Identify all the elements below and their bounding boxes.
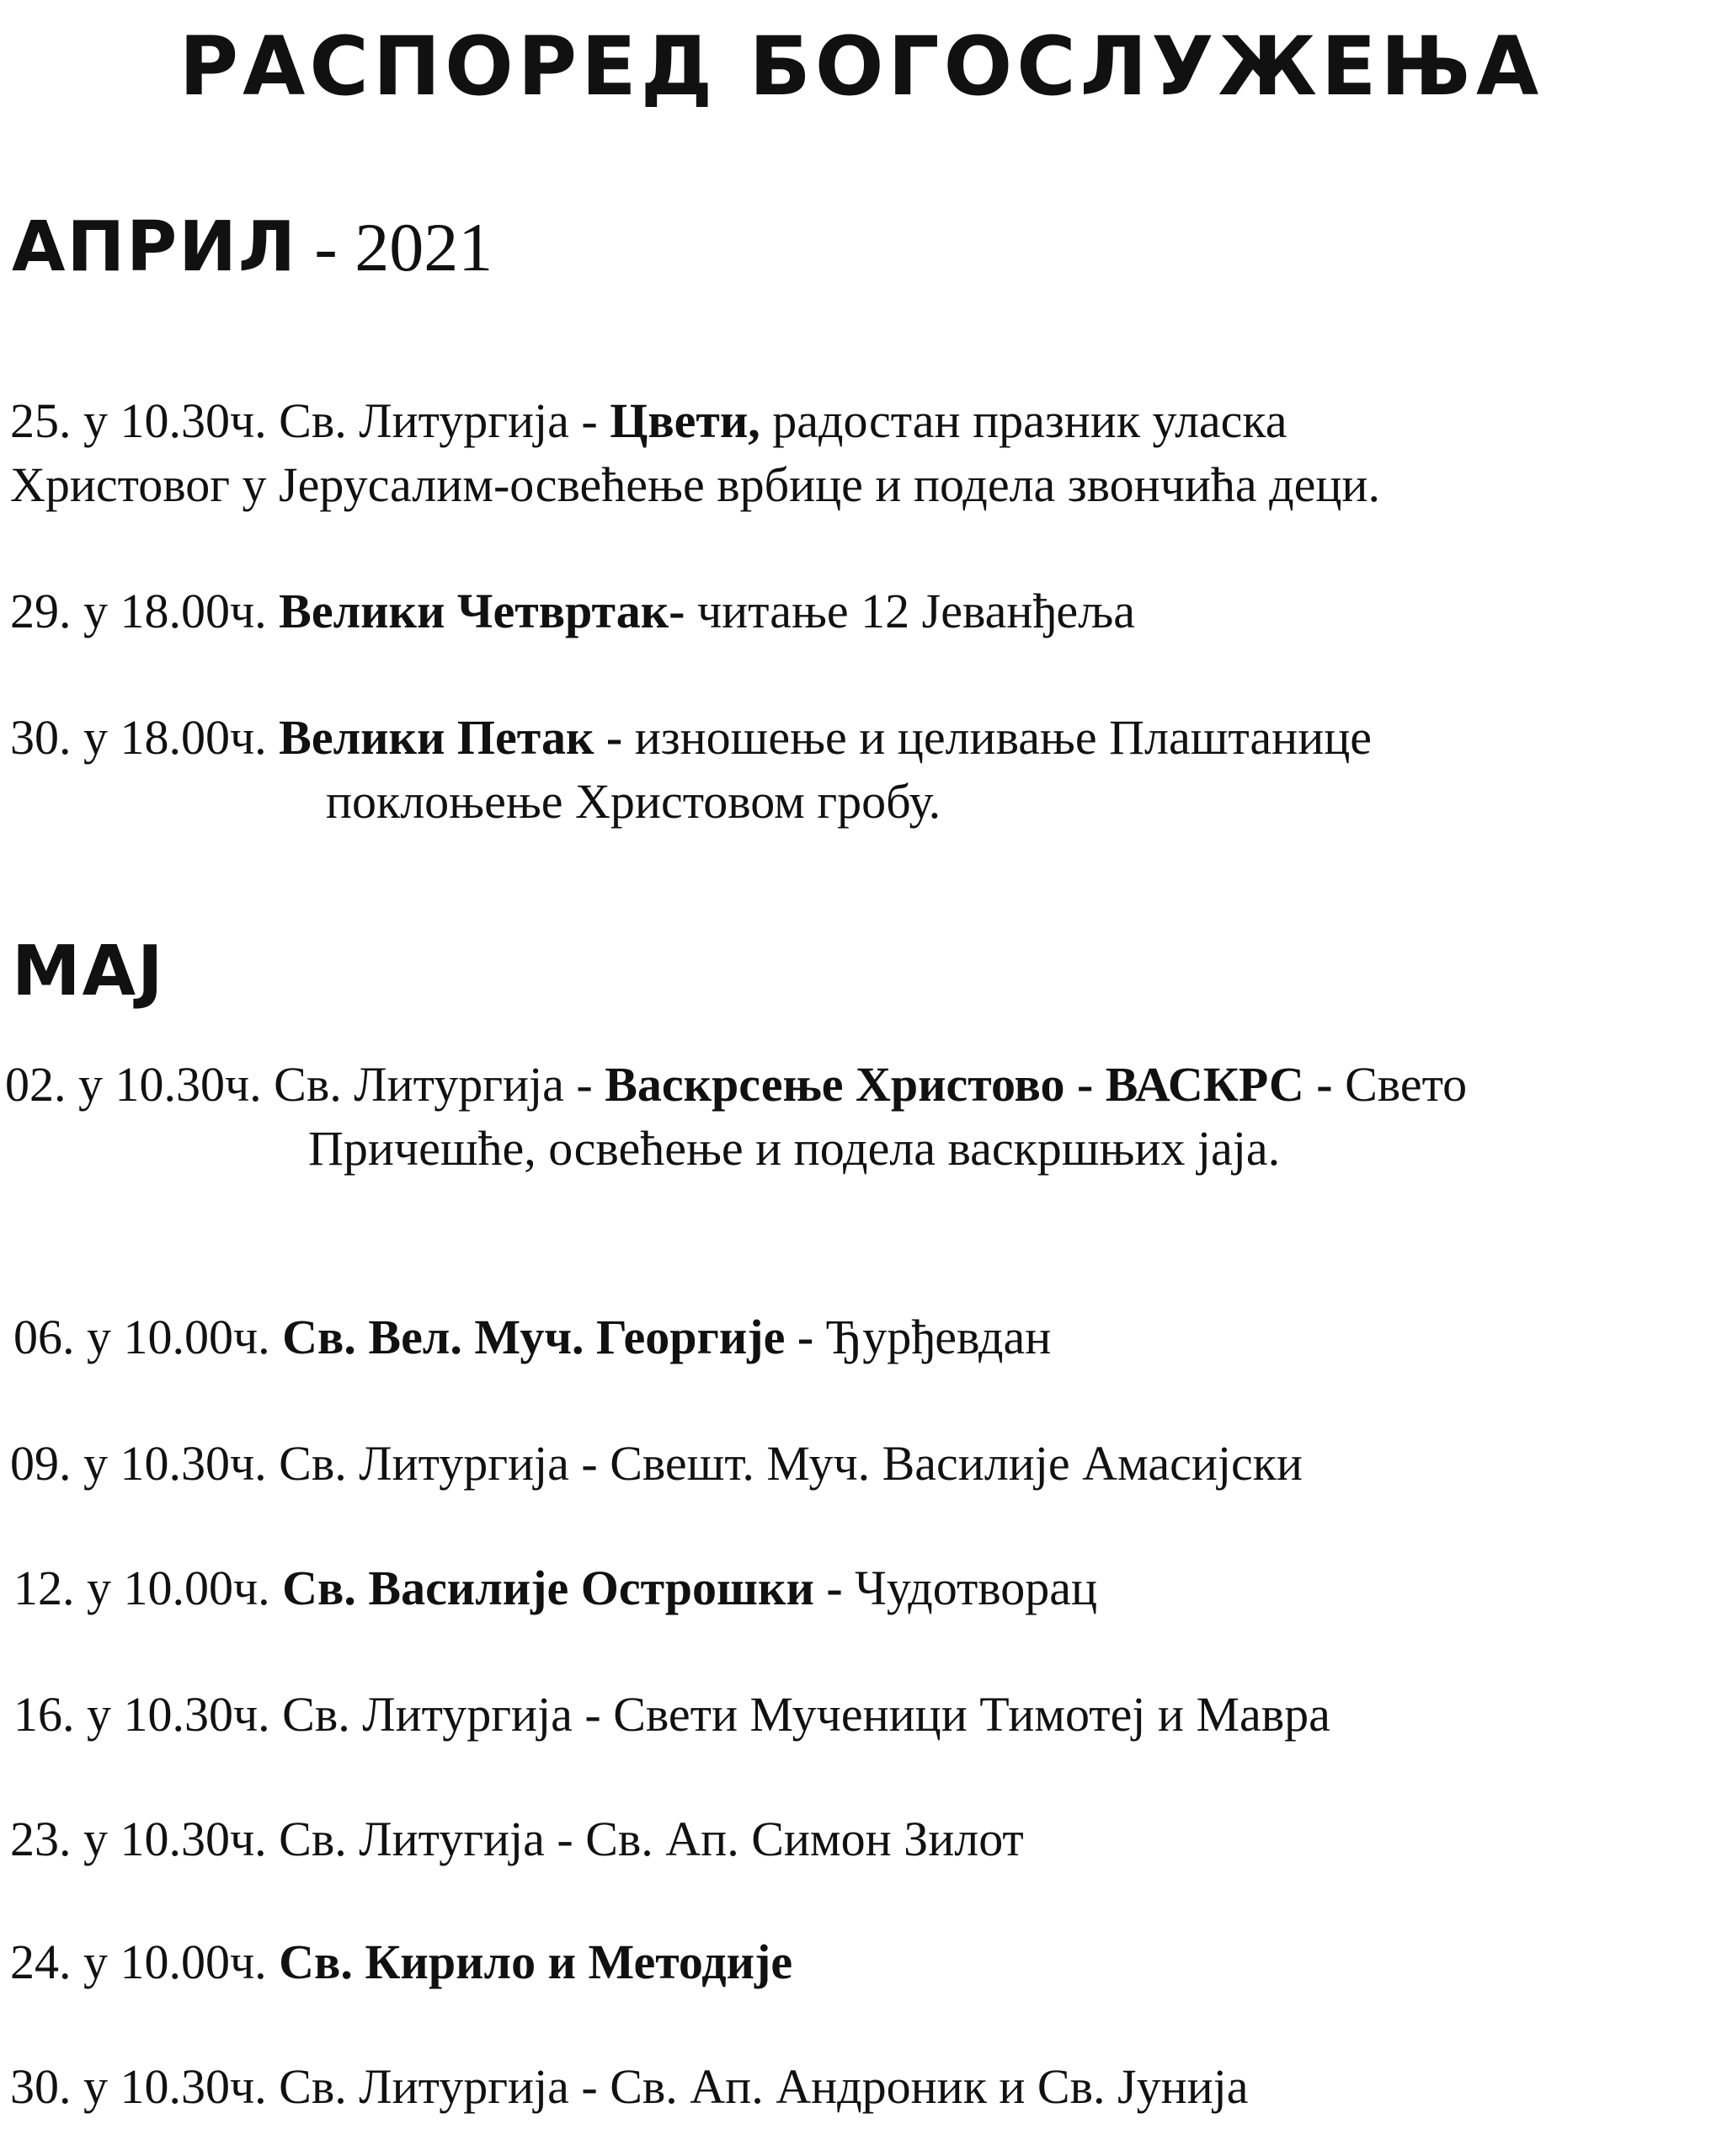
entry-continuation: Христовог у Јерусалим-освећење врбице и подела звончића деци. <box>10 457 1380 512</box>
entry-date-time: 12. у 10.00ч. <box>13 1561 283 1615</box>
month-heading-may <box>12 931 165 1013</box>
page-title: РАСПОРЕД БОГОСЛУЖЕЊА <box>179 19 1543 114</box>
entry-feast: Велики Петак - <box>279 710 623 765</box>
schedule-entry <box>5 1053 1706 1181</box>
entry-date-time: 24. у 10.00ч. <box>10 1935 280 1989</box>
month-heading-april <box>12 206 493 289</box>
entry-date-time: 30. у 10.30ч. Св. Литургија - Св. Ап. Андроник и Св. Јунија <box>10 2059 1249 2114</box>
schedule-entry <box>10 2055 1711 2119</box>
month-name: МАЈ <box>12 931 165 1011</box>
entry-description: Свето <box>1332 1057 1468 1112</box>
entry-feast: Св. Вел. Муч. Георгије - <box>282 1310 814 1364</box>
schedule-entry <box>13 1556 1714 1620</box>
entry-feast: Св. Василије Острошки - <box>282 1561 843 1615</box>
entry-date-time: 09. у 10.30ч. Св. Литургија - Свешт. Муч. Василије Амасијски <box>10 1436 1303 1491</box>
schedule-entry <box>13 1683 1714 1747</box>
month-name: АПРИЛ <box>12 207 297 287</box>
entry-date-time: 06. у 10.00ч. <box>13 1310 283 1364</box>
schedule-entry <box>10 389 1711 517</box>
entry-continuation: поклоњење Христовом гробу. <box>326 774 941 829</box>
schedule-entry <box>10 706 1711 834</box>
entry-date-time: 23. у 10.30ч. Св. Литугија - Св. Ап. Симон Зилот <box>10 1812 1024 1866</box>
entry-date-time: 25. у 10.30ч. Св. Литургија - <box>10 393 610 448</box>
entry-continuation: Причешће, освећење и подела васкршњих јаја. <box>308 1121 1281 1176</box>
entry-description: радостан празник уласка <box>760 393 1288 448</box>
entry-description: Чудотворац <box>842 1561 1098 1615</box>
entry-date-time: 29. у 18.00ч. <box>10 584 280 638</box>
schedule-entry <box>10 1807 1711 1871</box>
schedule-entry <box>10 579 1711 643</box>
month-year: - 2021 <box>314 209 493 286</box>
entry-date-time: 30. у 18.00ч. <box>10 710 280 765</box>
entry-description: изношење и целивање Плаштанице <box>622 710 1373 765</box>
entry-description: Ђурђевдан <box>813 1310 1052 1364</box>
schedule-entry <box>13 1305 1714 1369</box>
entry-feast: Св. Кирило и Методије <box>279 1935 793 1989</box>
schedule-entry <box>10 1432 1711 1496</box>
entry-date-time: 16. у 10.30ч. Св. Литургија - Свети Мученици Тимотеј и Мавра <box>13 1687 1330 1742</box>
schedule-entry <box>10 1930 1711 1994</box>
entry-feast: Велики Четвртак- <box>279 584 685 638</box>
entry-feast: Цвети, <box>610 393 760 448</box>
entry-feast: Васкрсење Христово - ВАСКРС - <box>605 1057 1333 1112</box>
entry-description: читање 12 Јеванђеља <box>685 584 1136 638</box>
entry-date-time: 02. у 10.30ч. Св. Литургија - <box>5 1057 605 1112</box>
